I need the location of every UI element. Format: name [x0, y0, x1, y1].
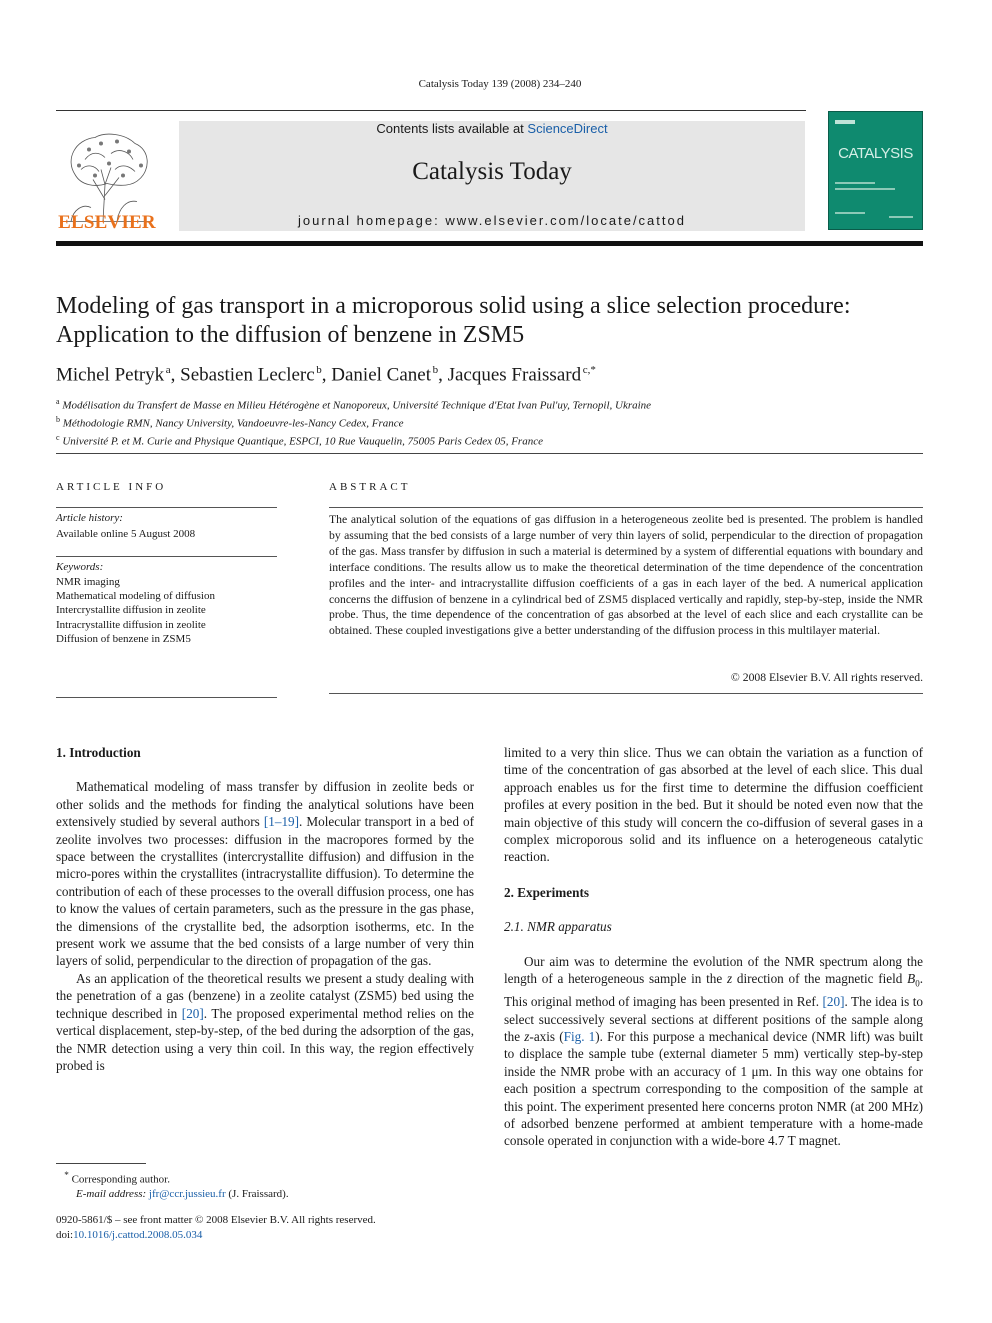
contents-prefix: Contents lists available at — [376, 121, 528, 136]
affiliation-line — [56, 395, 923, 413]
history-value: Available online 5 August 2008 — [56, 528, 196, 540]
email-link[interactable]: jfr@ccr.jussieu.fr — [148, 1188, 226, 1201]
journal-reference: Catalysis Today 139 (2008) 234–240 — [418, 78, 582, 90]
citation-link[interactable]: [20] — [181, 1005, 204, 1021]
section-heading: 1. Introduction — [56, 745, 141, 760]
figure-link[interactable]: Fig. 1 — [563, 1028, 596, 1044]
author-name: Jacques Fraissard — [447, 364, 582, 386]
doi-line — [56, 1228, 376, 1243]
affiliation-line — [56, 431, 923, 449]
affiliation-line — [56, 413, 923, 431]
text-run: -axis ( — [529, 1028, 564, 1044]
math-symbol: z — [727, 971, 733, 987]
affiliations — [56, 395, 923, 449]
header-thick-rule — [56, 241, 923, 246]
footnote-mark: * — [64, 1170, 69, 1180]
author-affiliation-mark[interactable]: c,* — [582, 364, 596, 376]
front-matter — [56, 1213, 376, 1243]
author-affiliation-mark[interactable]: a — [165, 364, 171, 376]
affiliation-mark: c — [56, 432, 60, 442]
article-info-rule — [56, 507, 277, 508]
footnote-line — [56, 1168, 289, 1187]
text-run: . Molecular transport in a bed of zeolite involves two processes: diffusion in the macropores formed by the space between the crystallites (intercrystallite diffusion) and diffusion in the micro-pores within the crystallites (intracrystallite diffusion). To determine the contribution of each of these processes to the overall diffusion process, one has to know the values of certain parameters, such as the pressure in the gas phase, the dimensions of the crystallite bed, the adsorption isotherms, etc. In the present work we assume that the bed consists of a large number of very thin layers of solid, perpendicular to the direction of propagation of the gas. — [56, 814, 474, 969]
footnote-text: Corresponding author. — [71, 1173, 170, 1186]
text-run: direction of the magnetic field — [732, 971, 908, 987]
elsevier-wordmark: ELSEVIER — [58, 212, 156, 233]
journal-homepage[interactable]: journal homepage: www.elsevier.com/locate/cattod — [298, 213, 686, 228]
text-run: Our aim was to determine the evolution of the NMR spectrum along the length of a heterogeneous sample in the — [504, 953, 923, 987]
journal-cover-thumbnail — [828, 111, 923, 230]
keywords-label: Keywords: — [56, 561, 104, 573]
author-affiliation-mark[interactable]: b — [432, 364, 439, 376]
title-block-rule — [56, 453, 923, 454]
paragraph: limited to a very thin slice. Thus we can obtain the variation as a function of time of the concentration of gas absorbed at the level of each slice. This dual approach enables us for the first time to determine the diffusion coefficient profiles at every position in the bed. But it should be noted even now that the main objective of this study will concern the co-diffusion of several gases in a complex microporous solid and its influence on a heterogeneous catalytic reaction. — [504, 745, 923, 865]
abstract-rule — [329, 693, 923, 694]
paper-title: Modeling of gas transport in a microporous solid using a slice selection procedure: Application to the diffusion of benzene in ZSM5 — [56, 293, 851, 348]
article-info-rule — [56, 556, 277, 557]
journal-title: Catalysis Today — [412, 158, 572, 185]
math-subscript: 0 — [915, 978, 920, 989]
text-run: ). For this purpose a mechanical device (NMR lift) was built to displace the sample tube (external diameter 5 mm) vertically step-by-step inside the NMR probe with an accuracy of 1 μm. In this way one obtains for each position a spectrum corresponding to the composition of the sample at this point. The experiment presented here concerns proton NMR (at 200 MHz) of adsorbed benzene performed at ambient temperature with a home-made console operated in conjunction with a wide-bore 4.7 T magnet. — [504, 1028, 923, 1149]
author-name: Sebastien Leclerc — [180, 364, 315, 386]
text-run: . The proposed experimental method relies on the vertical displacement, step-by-step, of the bed during the adsorption of the gas, the NMR detection using a very thin coil. In this way, the region effectively probed is — [56, 1005, 474, 1073]
author-separator: , — [438, 364, 448, 386]
sciencedirect-link[interactable]: ScienceDirect — [527, 121, 608, 136]
affiliation-text: Université P. et M. Curie and Physique Quantique, ESPCI, 10 Rue Vauquelin, 75005 Paris Cedex 05, France — [62, 435, 543, 448]
author-list — [56, 364, 923, 386]
header-rule — [56, 110, 806, 111]
abstract-heading: ABSTRACT — [329, 481, 411, 493]
citation-link[interactable]: [20] — [822, 994, 845, 1010]
text-run: Mathematical modeling of mass transfer by diffusion in zeolite beds or other solids and the methods for finding the analytical solutions have been extensively studied by several authors — [56, 779, 474, 830]
affiliation-mark: b — [56, 414, 60, 424]
abstract-rule — [329, 507, 923, 508]
affiliation-text: Méthodologie RMN, Nancy University, Vandoeuvre-les-Nancy Cedex, France — [62, 417, 404, 430]
doi-label: doi: — [56, 1229, 74, 1241]
doi-link[interactable]: 10.1016/j.cattod.2008.05.034 — [73, 1229, 203, 1241]
body-column-left — [56, 744, 474, 1074]
citation-link[interactable]: [1–19] — [263, 814, 300, 830]
author-separator: , — [321, 364, 332, 386]
corresponding-author-footnote — [56, 1168, 289, 1202]
email-suffix: (J. Fraissard). — [225, 1188, 289, 1201]
author-name: Michel Petryk — [56, 364, 165, 386]
affiliation-text: Modélisation du Transfert de Masse en Milieu Hétérogène et Nanoporeux, Université Technique d'Etat Ivan Pul'uy, Ternopil, Ukraine — [62, 399, 652, 412]
author-separator: , — [170, 364, 181, 386]
abstract-copyright: © 2008 Elsevier B.V. All rights reserved. — [730, 671, 923, 684]
keyword: Diffusion of benzene in ZSM5 — [56, 632, 191, 645]
author-affiliation-mark[interactable]: b — [316, 364, 322, 376]
affiliation-mark: a — [56, 397, 60, 406]
history-label: Article history: — [56, 512, 123, 524]
keyword: Intracrystallite diffusion in zeolite — [56, 618, 206, 631]
keyword: Intercrystallite diffusion in zeolite — [56, 604, 206, 617]
contents-line — [179, 121, 805, 136]
footnote-rule — [56, 1163, 146, 1164]
article-info-heading: ARTICLE INFO — [56, 481, 167, 493]
math-symbol: B — [907, 971, 916, 987]
email-label: E-mail address: — [76, 1188, 149, 1201]
abstract-text: The analytical solution of the equations of gas diffusion in a heterogeneous zeolite bed is presented. The problem is handled by assuming that the bed consists of a large number of very thin layers of solid, perpendicular to the direction of propagation of the gas. Mass transfer by diffusion in such a material is determined by a system of differential equations with boundary and interface conditions. The results allow us to make the theoretical determination of the time dependence of the concentration profiles and the inter- and intracrystallite diffusion coefficients of a gas in each layer of the bed. A numerical application concerns the diffusion of benzene in a cylindrical bed of ZSM5 displaced vertically and rapidly, step-by-step, inside the NMR probe. Thus, the time dependence of the concentration of gas absorbed at the level of each slice and each crystallite can be obtained. These coupled investigations give a better understanding of the diffusion process in this multilayer material. — [329, 513, 923, 638]
text-run: . This original method of imaging has been presented in Ref. — [504, 971, 924, 1010]
article-info-rule — [56, 697, 277, 698]
paragraph — [56, 970, 474, 1074]
author-name: Daniel Canet — [331, 364, 431, 386]
keyword: Mathematical modeling of diffusion — [56, 590, 215, 603]
keywords-list — [56, 575, 215, 646]
paragraph — [56, 778, 474, 969]
cover-title: CATALYSIS — [838, 145, 913, 162]
math-symbol: z — [524, 1028, 530, 1044]
subsection-heading: 2.1. NMR apparatus — [504, 919, 612, 935]
keyword: NMR imaging — [56, 576, 120, 588]
body-column-right — [504, 744, 923, 1150]
footnote-line — [56, 1187, 289, 1202]
section-heading: 2. Experiments — [504, 884, 589, 900]
cover-decoration — [829, 112, 924, 231]
text-run: . The idea is to select successively several sections at different positions of the sample along the — [504, 994, 923, 1044]
text-run: As an application of the theoretical results we present a study dealing with the penetration of a gas (benzene) in a zeolite catalyst (ZSM5) bed using the technique described in — [56, 970, 474, 1021]
front-matter-line: 0920-5861/$ – see front matter © 2008 Elsevier B.V. All rights reserved. — [56, 1214, 376, 1226]
paragraph — [504, 953, 923, 1150]
